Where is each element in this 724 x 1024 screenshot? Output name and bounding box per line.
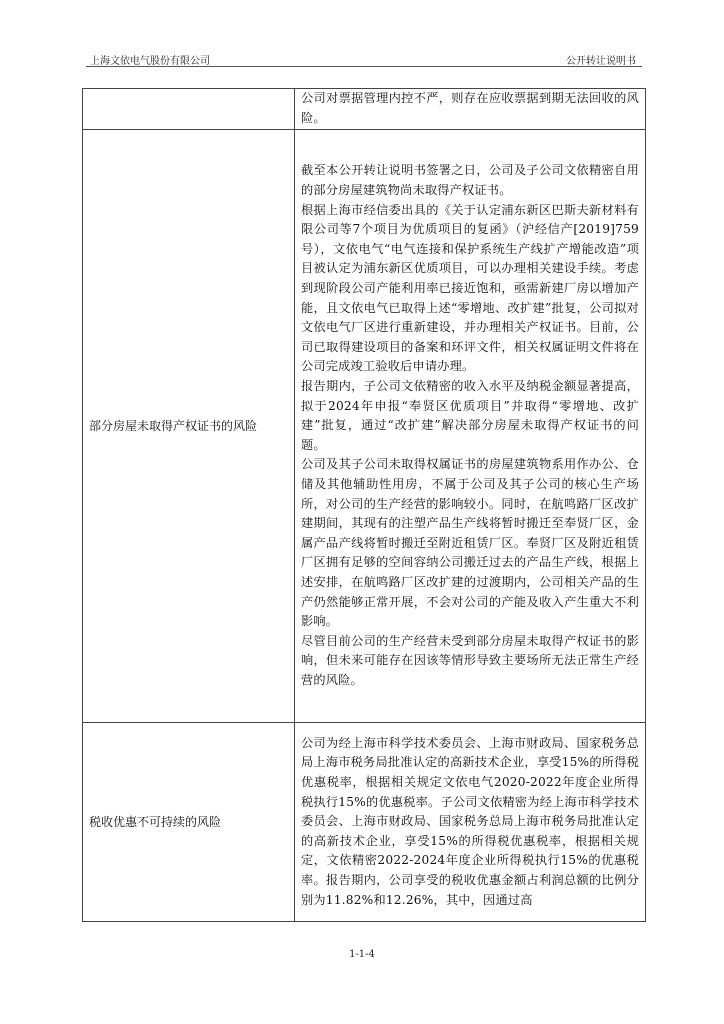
description-paragraph: 公司及其子公司未取得权属证书的房屋建筑物系用作办公、仓储及其他辅助性用房，不属于公司及其子公司的核心生产场所，对公司的生产经营的影响较小。同时，在航鸣路厂区改扩建期间，其现有的注塑产品生产线将暂时搬迁至奉贤厂区，金属产品产线将暂时搬迁至附近租赁厂区。奉贤厂区及附近租赁厂区拥有足够的空间容纳公司搬迁过去的产品生产线，根据上述安排，在航鸣路厂区改扩建的过渡期内，公司相关产品的生产仍然能够正常开展，不会对公司的产能及收入产生重大不利影响。 (301, 457, 639, 629)
risk-name: 部分房屋未取得产权证书的风险 (89, 419, 258, 433)
risk-description-cell (295, 130, 646, 723)
header-document-title: 公开转让说明书 (566, 56, 636, 67)
page-header (88, 50, 640, 66)
table-row (83, 723, 646, 922)
risk-name-cell (83, 130, 295, 723)
risk-description (295, 734, 645, 910)
risk-factor-table (82, 88, 646, 922)
risk-name-cell (83, 89, 295, 130)
description-paragraph: 公司为经上海市科学技术委员会、上海市财政局、国家税务总局上海市税务局批准认定的高新技术企业，享受15%的所得税优惠税率，根据相关规定文依电气2020-2022年度企业所得税执行15%的优惠税率。子公司文依精密为经上海市科学技术委员会、上海市财政局、国家税务总局上海市税务局批准认定的高新技术企业，享受15%的所得税优惠税率，根据相关规定，文依精密2022-2024年度企业所得税执行15%的优惠税率。报告期内，公司享受的税收优惠金额占利润总额的比例分别为11.82%和12.26%，其中，因通过高 (301, 735, 639, 907)
table-row (83, 89, 646, 130)
description-paragraph: 公司对票据管理内控不严，则存在应收票据到期无法回收的风险。 (301, 91, 639, 125)
risk-description (295, 161, 645, 690)
page-number: 1-1-4 (349, 949, 375, 960)
header-divider (86, 66, 642, 67)
header-company-name: 上海文依电气股份有限公司 (90, 56, 210, 67)
risk-description (295, 89, 645, 128)
risk-name: 税收优惠不可持续的风险 (89, 815, 222, 829)
description-paragraph: 截至本公开转让说明书签署之日，公司及子公司文依精密自用的部分房屋建筑物尚未取得产权证书。 (301, 163, 639, 198)
description-paragraph: 尽管目前公司的生产经营未受到部分房屋未取得产权证书的影响，但未来可能存在因该等情形导致主要场所无法正常生产经营的风险。 (301, 633, 639, 687)
risk-description-cell (295, 723, 646, 922)
risk-name-cell (83, 723, 295, 922)
table-row (83, 130, 646, 723)
risk-description-cell (295, 89, 646, 130)
description-paragraph: 根据上海市经信委出具的《关于认定浦东新区巴斯夫新材料有限公司等7个项目为优质项目的复函》（沪经信产[2019]759号），文依电气“电气连接和保护系统生产线扩产增能改造”项目被认定为浦东新区优质项目，可以办理相关建设手续。考虑到现阶段公司产能利用率已接近饱和，亟需新建厂房以增加产能，且文依电气已取得上述“零增地、改扩建”批复，公司拟对文依电气厂区进行重新建设，并办理相关产权证书。目前，公司已取得建设项目的备案和环评文件，相关权属证明文件将在公司完成竣工验收后申请办理。 (301, 202, 639, 374)
description-paragraph: 报告期内，子公司文依精密的收入水平及纳税金额显著提高，拟于2024年申报“奉贤区优质项目”并取得“零增地、改扩建”批复，通过“改扩建”解决部分房屋未取得产权证书的问题。 (301, 379, 639, 452)
